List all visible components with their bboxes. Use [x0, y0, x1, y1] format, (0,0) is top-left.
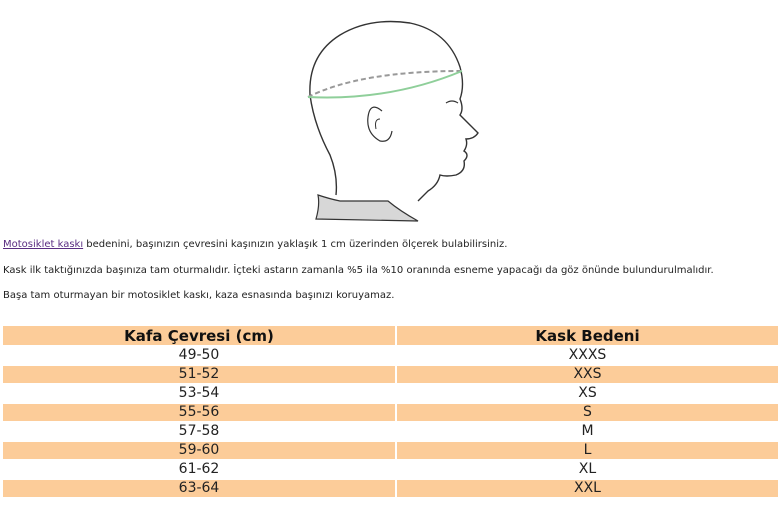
table-header-row [3, 326, 778, 345]
cell-circumference: 57-58 [178, 423, 220, 439]
head-outline [310, 22, 478, 202]
ear-shape [368, 107, 392, 141]
cell-circumference: 59-60 [3, 442, 395, 459]
table-row [3, 461, 778, 478]
intro-line-1 [3, 239, 507, 250]
header-head-circumference: Kafa Çevresi (cm) [3, 326, 395, 345]
table-row [3, 480, 778, 497]
intro-line-2: Kask ilk taktığınızda başınıza tam oturmalıdır. İçteki astarın zamanla %5 ila %10 oranında esneme yapacağı da göz önünde bulundurulmalıdır. [3, 265, 714, 276]
cell-circumference: 53-54 [178, 385, 220, 401]
cell-size: L [395, 442, 778, 459]
table-row [3, 366, 778, 383]
intro-line-1-text: bedenini, başınızın çevresini kaşınızın yaklaşık 1 cm üzerinden ölçerek bulabilirsiniz. [83, 239, 508, 250]
cell-size: XXS [395, 366, 778, 383]
intro-line-3: Başa tam oturmayan bir motosiklet kaskı, kaza esnasında başınızı koruyamaz. [3, 290, 395, 301]
cell-size: XS [395, 385, 778, 402]
table-row [3, 385, 778, 402]
helmet-link[interactable]: Motosiklet kaskı [3, 239, 84, 250]
cell-circumference: 51-52 [3, 366, 395, 383]
collar-shape [316, 195, 418, 221]
cell-size: XXL [395, 480, 778, 497]
size-table [3, 324, 778, 499]
cell-circumference: 61-62 [178, 461, 220, 477]
table-row [3, 404, 778, 421]
cell-size: S [395, 404, 778, 421]
eye-shape [446, 101, 458, 103]
cell-size: M [395, 423, 778, 440]
cell-size: XL [395, 461, 778, 478]
table-row [3, 347, 778, 364]
cell-circumference: 63-64 [3, 480, 395, 497]
head-measurement-illustration [300, 15, 485, 225]
cell-circumference: 55-56 [3, 404, 395, 421]
cell-size: XXXS [395, 347, 778, 364]
header-helmet-size: Kask Bedeni [395, 326, 778, 345]
cell-circumference: 49-50 [178, 347, 220, 363]
table-row [3, 423, 778, 440]
table-row [3, 442, 778, 459]
